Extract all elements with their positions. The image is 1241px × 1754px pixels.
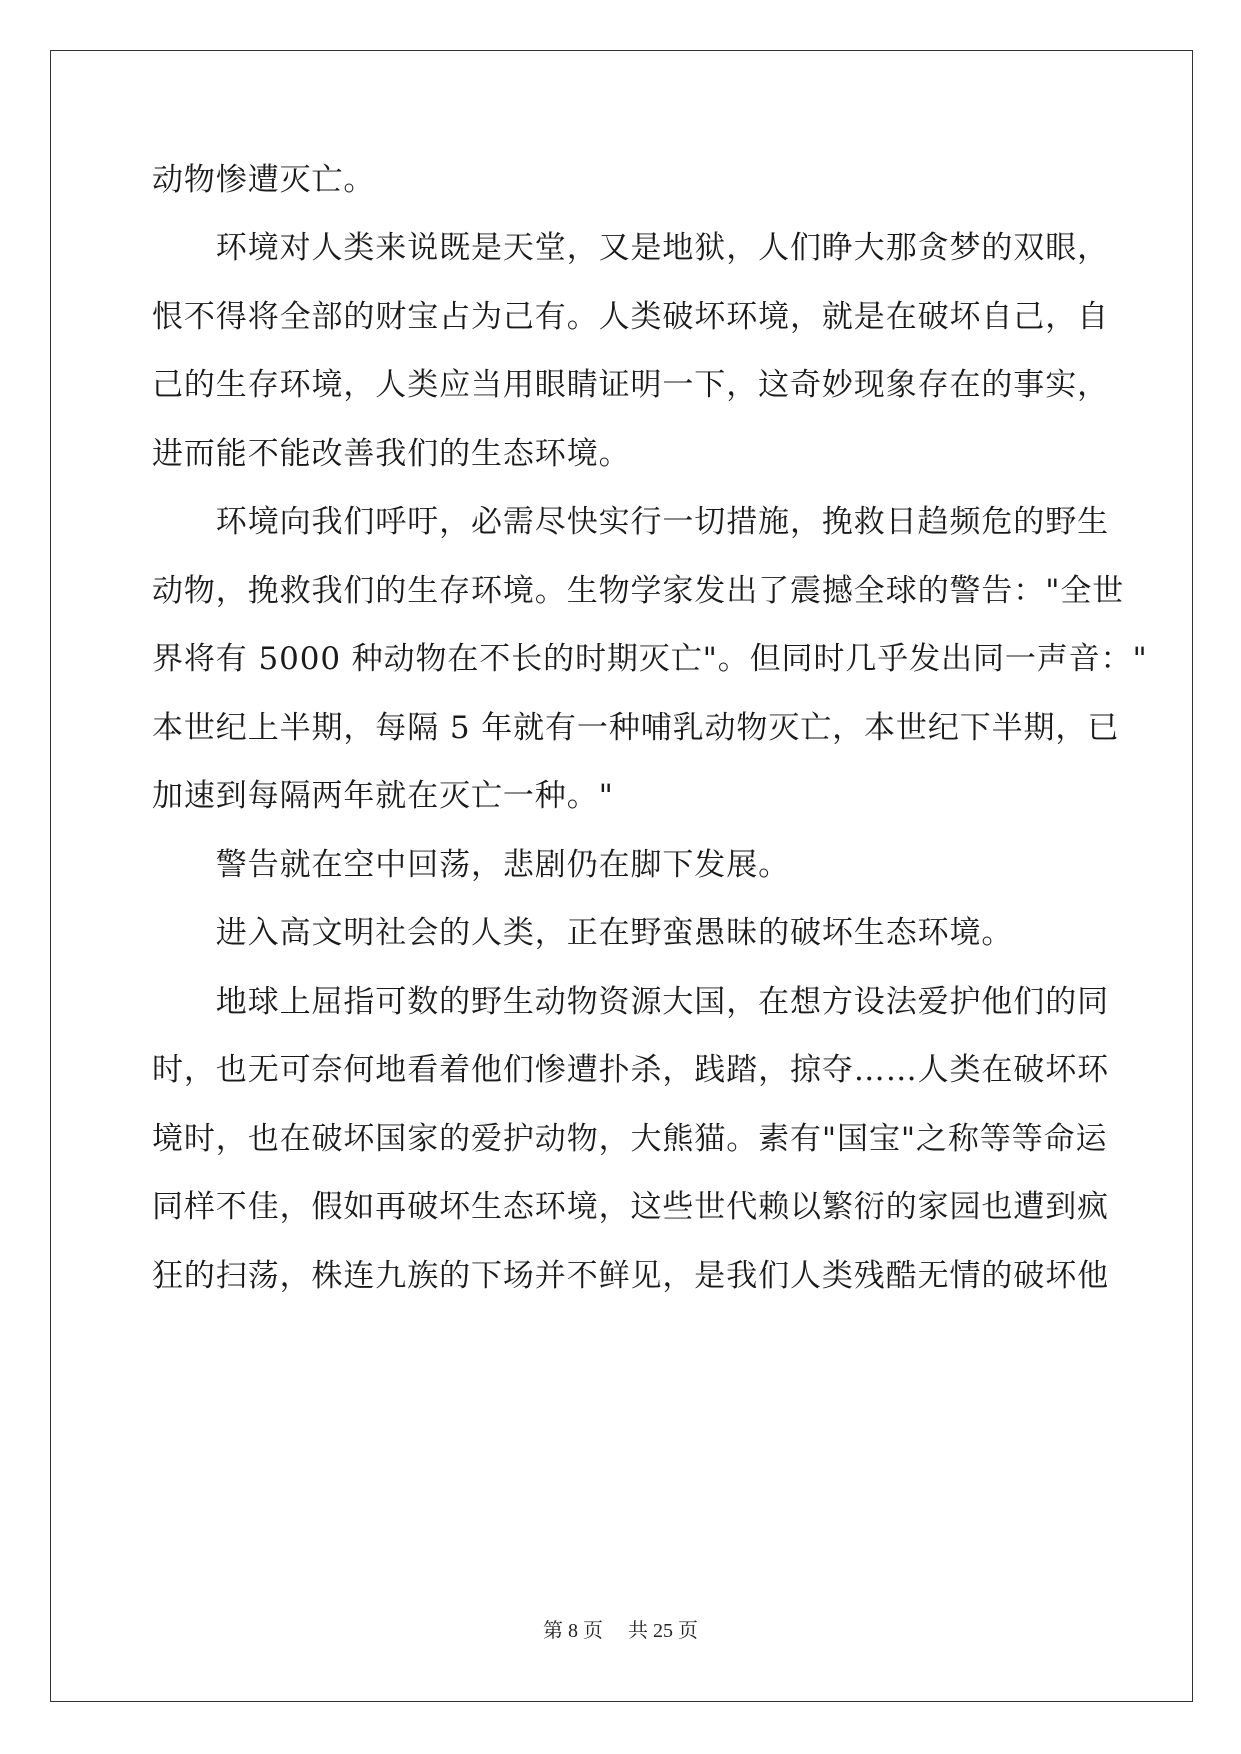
text-line: 加速到每隔两年就在灭亡一种。" [152,778,614,814]
text-line: 进入高文明社会的人类，正在野蛮愚昧的破坏生态环境。 [152,915,1014,951]
page-total: 共 25 页 [628,1620,698,1642]
page-number: 第 8 页 [543,1620,603,1642]
text-line: 环境向我们呼吁，必需尽快实行一切措施，挽救日趋频危的野生 [152,504,1109,540]
text-line: 进而能不能改善我们的生态环境。 [152,436,631,472]
text-line: 己的生存环境，人类应当用眼睛证明一下，这奇妙现象存在的事实， [152,367,1109,403]
page-footer [0,1614,1241,1643]
text-line: 本世纪上半期，每隔 5 年就有一种哺乳动物灭亡，本世纪下半期，已 [152,710,1120,746]
text-line: 时，也无可奈何地看着他们惨遭扑杀，践踏，掠夺……人类在破坏环 [152,1052,1109,1088]
text-line: 环境对人类来说既是天堂，又是地狱，人们睁大那贪梦的双眼， [152,230,1109,266]
text-line: 地球上屈指可数的野生动物资源大国，在想方设法爱护他们的同 [152,984,1109,1020]
text-line: 动物，挽救我们的生存环境。生物学家发出了震撼全球的警告："全世 [152,573,1125,609]
text-line: 界将有 5000 种动物在不长的时期灭亡"。但同时几乎发出同一声音：" [152,641,1148,677]
text-line: 同样不佳，假如再破坏生态环境，这些世代赖以繁衍的家园也遭到疯 [152,1189,1109,1225]
text-line: 恨不得将全部的财宝占为己有。人类破坏环境，就是在破坏自己，自 [152,299,1109,335]
text-line: 狂的扫荡，株连九族的下场并不鲜见，是我们人类残酷无情的破坏他 [152,1258,1109,1294]
text-line: 动物惨遭灭亡。 [152,162,376,198]
text-line: 警告就在空中回荡，悲剧仍在脚下发展。 [152,847,790,883]
text-line: 境时，也在破坏国家的爱护动物，大熊猫。素有"国宝"之称等等命运 [152,1121,1108,1157]
